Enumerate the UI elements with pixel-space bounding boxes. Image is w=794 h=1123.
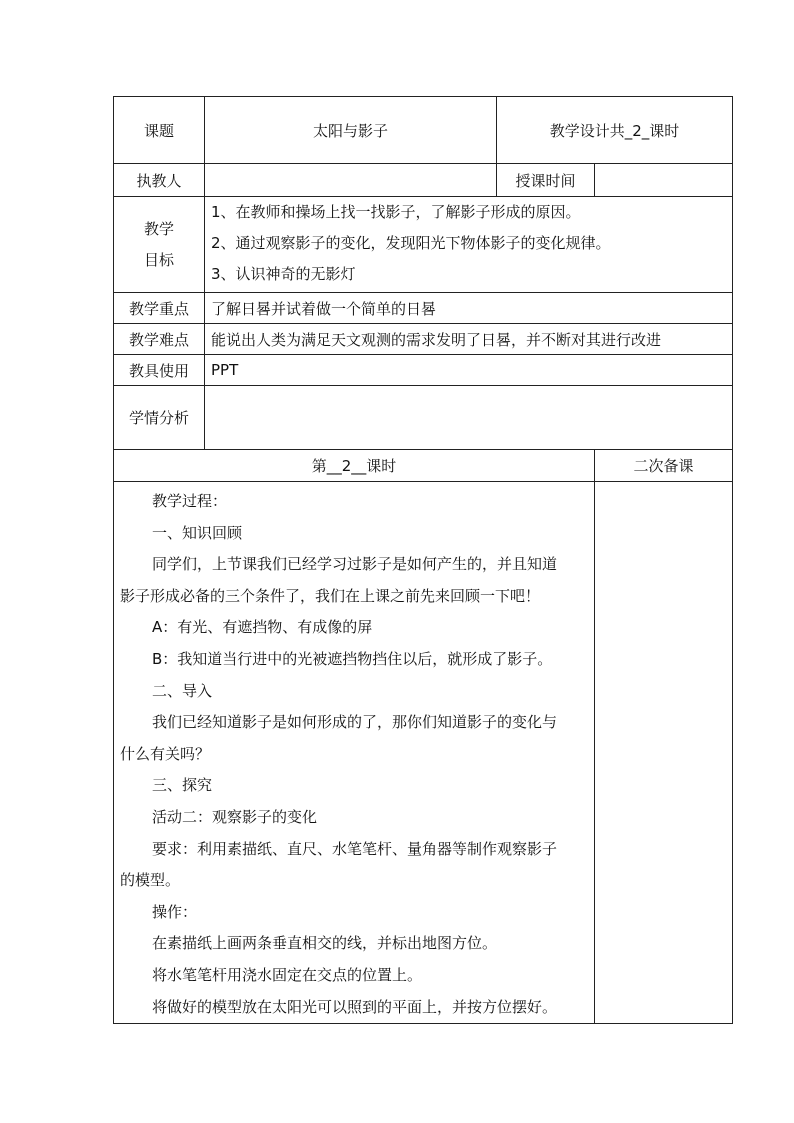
goals-label bbox=[114, 197, 205, 293]
activity-title: 活动二：观察影子的变化 bbox=[152, 807, 318, 826]
answer-line: B：我知道当行进中的光被遮挡物挡住以后，就形成了影子。 bbox=[152, 649, 553, 668]
operation-heading: 操作： bbox=[152, 902, 198, 921]
paragraph-line: 的模型。 bbox=[120, 871, 181, 890]
goal-item: 3、认识神奇的无影灯 bbox=[211, 265, 356, 283]
step-line: 在素描纸上画两条垂直相交的线，并标出地图方位。 bbox=[152, 934, 498, 953]
goals-row bbox=[114, 197, 733, 293]
answer-line: A：有光、有遮挡物、有成像的屏 bbox=[152, 618, 373, 637]
step-line: 将水笔笔杆用浇水固定在交点的位置上。 bbox=[152, 965, 423, 984]
section-heading: 一、知识回顾 bbox=[152, 523, 243, 542]
goals-label-line2: 目标 bbox=[143, 250, 174, 269]
paragraph-line: 我们已经知道影子是如何形成的了，那你们知道影子的变化与 bbox=[152, 713, 558, 732]
paragraph-line: 影子形成必备的三个条件了，我们在上课之前先来回顾一下吧！ bbox=[120, 586, 541, 605]
analysis-value bbox=[205, 386, 733, 450]
step-line: 将做好的模型放在太阳光可以照到的平面上，并按方位摆好。 bbox=[152, 997, 558, 1016]
key-point-label: 教学重点 bbox=[114, 293, 205, 324]
process-content bbox=[114, 482, 595, 1024]
teacher-value bbox=[205, 164, 497, 197]
process-row bbox=[114, 482, 733, 1024]
paragraph-line: 同学们，上节课我们已经学习过影子是如何产生的，并且知道 bbox=[152, 555, 558, 574]
difficulty-row bbox=[114, 324, 733, 355]
tools-label: 教具使用 bbox=[114, 355, 205, 386]
design-hours: 教学设计共_2_课时 bbox=[497, 97, 733, 164]
process-heading: 教学过程： bbox=[152, 492, 228, 510]
difficulty-label: 教学难点 bbox=[114, 324, 205, 355]
goals-content bbox=[205, 197, 733, 293]
second-prep-label: 二次备课 bbox=[595, 450, 733, 482]
goal-item: 2、通过观察影子的变化，发现阳光下物体影子的变化规律。 bbox=[211, 234, 611, 252]
second-prep-content bbox=[595, 482, 733, 1024]
analysis-label: 学情分析 bbox=[114, 386, 205, 450]
topic-row bbox=[114, 97, 733, 164]
section-heading: 三、探究 bbox=[152, 776, 213, 795]
session-label: 第__2__课时 bbox=[114, 450, 595, 482]
topic-value: 太阳与影子 bbox=[205, 97, 497, 164]
section-heading: 二、导入 bbox=[152, 681, 213, 700]
key-point-value: 了解日晷并试着做一个简单的日晷 bbox=[205, 293, 733, 324]
paragraph-line: 要求：利用素描纸、直尺、水笔笔杆、量角器等制作观察影子 bbox=[152, 839, 558, 858]
key-point-row bbox=[114, 293, 733, 324]
goals-label-line1: 教学 bbox=[143, 219, 174, 238]
time-label: 授课时间 bbox=[497, 164, 595, 197]
time-value bbox=[595, 164, 733, 197]
lesson-plan-table bbox=[113, 96, 733, 1024]
goal-item: 1、在教师和操场上找一找影子，了解影子形成的原因。 bbox=[211, 203, 581, 221]
analysis-row bbox=[114, 386, 733, 450]
difficulty-value: 能说出人类为满足天文观测的需求发明了日晷，并不断对其进行改进 bbox=[205, 324, 733, 355]
teacher-label: 执教人 bbox=[114, 164, 205, 197]
topic-label: 课题 bbox=[114, 97, 205, 164]
teacher-row bbox=[114, 164, 733, 197]
tools-row bbox=[114, 355, 733, 386]
tools-value: PPT bbox=[205, 355, 733, 386]
session-row bbox=[114, 450, 733, 482]
paragraph-line: 什么有关吗？ bbox=[120, 744, 211, 763]
